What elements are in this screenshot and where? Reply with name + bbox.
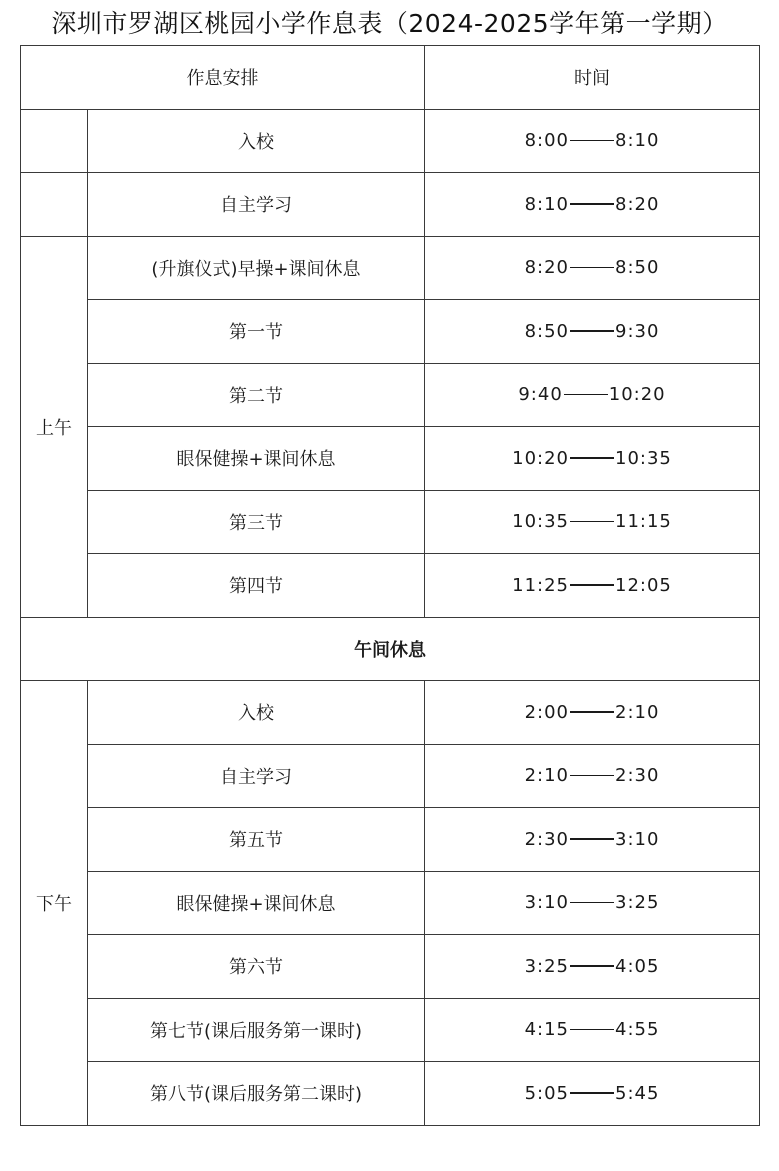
time-separator	[570, 584, 614, 586]
activity-cell: 第八节(课后服务第二课时)	[88, 1062, 425, 1126]
table-row	[21, 236, 760, 300]
time-separator	[570, 1092, 614, 1094]
noon-break-cell: 午间休息	[21, 617, 760, 681]
table-row	[21, 554, 760, 618]
time-separator	[570, 711, 614, 713]
table-row	[21, 363, 760, 427]
time-end: 8:10	[615, 130, 660, 152]
time-start: 8:10	[524, 193, 569, 215]
table-row	[21, 173, 760, 237]
activity-cell: 眼保健操+课间休息	[88, 871, 425, 935]
table-row	[21, 427, 760, 491]
time-cell	[425, 935, 760, 999]
time-cell	[425, 808, 760, 872]
time-separator	[570, 140, 614, 142]
table-row-noon-break	[21, 617, 760, 681]
time-end: 2:30	[615, 765, 660, 787]
table-row	[21, 681, 760, 745]
time-start: 8:00	[524, 130, 569, 152]
time-cell	[425, 236, 760, 300]
activity-cell: 自主学习	[88, 744, 425, 808]
header-time: 时间	[425, 46, 760, 110]
activity-cell: 第六节	[88, 935, 425, 999]
time-end: 12:05	[615, 574, 672, 596]
time-end: 3:25	[615, 892, 660, 914]
time-separator	[570, 838, 614, 840]
time-cell	[425, 998, 760, 1062]
time-cell	[425, 109, 760, 173]
time-start: 8:20	[524, 257, 569, 279]
activity-cell: 入校	[88, 109, 425, 173]
page-title: 深圳市罗湖区桃园小学作息表（2024-2025学年第一学期）	[51, 9, 728, 38]
schedule-table	[20, 45, 760, 1126]
time-end: 3:10	[615, 828, 660, 850]
time-cell	[425, 363, 760, 427]
activity-cell: 第三节	[88, 490, 425, 554]
activity-cell: 入校	[88, 681, 425, 745]
activity-cell: 第四节	[88, 554, 425, 618]
time-separator	[570, 902, 614, 904]
time-end: 10:20	[608, 384, 666, 406]
empty-section-cell	[21, 109, 88, 173]
table-row	[21, 744, 760, 808]
time-end: 4:55	[615, 1019, 660, 1041]
header-arrangement: 作息安排	[21, 46, 425, 110]
activity-cell: 自主学习	[88, 173, 425, 237]
empty-section-cell	[21, 173, 88, 237]
time-separator	[570, 965, 614, 967]
time-cell	[425, 300, 760, 364]
time-separator	[570, 1029, 614, 1031]
activity-cell: 第七节(课后服务第一课时)	[88, 998, 425, 1062]
activity-cell: 眼保健操+课间休息	[88, 427, 425, 491]
time-start: 5:05	[524, 1082, 569, 1104]
table-row	[21, 935, 760, 999]
table-row	[21, 871, 760, 935]
activity-cell: 第一节	[88, 300, 425, 364]
time-end: 11:15	[615, 511, 672, 533]
time-separator	[570, 203, 614, 205]
time-cell	[425, 871, 760, 935]
time-start: 10:35	[512, 511, 569, 533]
table-row	[21, 1062, 760, 1126]
time-cell	[425, 490, 760, 554]
time-end: 8:50	[615, 257, 660, 279]
time-end: 8:20	[615, 193, 660, 215]
time-separator	[570, 457, 614, 459]
time-start: 8:50	[524, 320, 569, 342]
table-header-row	[21, 46, 760, 110]
time-cell	[425, 681, 760, 745]
time-start: 3:25	[524, 955, 569, 977]
time-end: 4:05	[615, 955, 660, 977]
time-start: 9:40	[518, 384, 563, 406]
activity-cell: (升旗仪式)早操+课间休息	[88, 236, 425, 300]
table-row	[21, 109, 760, 173]
time-start: 10:20	[512, 447, 569, 469]
time-cell	[425, 554, 760, 618]
activity-cell: 第二节	[88, 363, 425, 427]
time-cell	[425, 173, 760, 237]
time-cell	[425, 744, 760, 808]
time-start: 2:00	[524, 701, 569, 723]
table-row	[21, 808, 760, 872]
time-cell	[425, 427, 760, 491]
section-afternoon: 下午	[21, 681, 88, 1126]
time-cell	[425, 1062, 760, 1126]
time-end: 10:35	[615, 447, 672, 469]
time-separator	[570, 521, 614, 523]
time-separator	[564, 394, 608, 396]
time-separator	[570, 775, 614, 777]
table-row	[21, 998, 760, 1062]
time-end: 2:10	[615, 701, 660, 723]
time-start: 2:30	[524, 828, 569, 850]
section-morning: 上午	[21, 236, 88, 617]
activity-cell: 第五节	[88, 808, 425, 872]
table-row	[21, 490, 760, 554]
time-start: 3:10	[524, 892, 569, 914]
time-start: 2:10	[524, 765, 569, 787]
table-row	[21, 300, 760, 364]
time-end: 5:45	[615, 1082, 660, 1104]
time-start: 11:25	[512, 574, 569, 596]
time-end: 9:30	[615, 320, 660, 342]
time-start: 4:15	[524, 1019, 569, 1041]
time-separator	[570, 267, 614, 269]
time-separator	[570, 330, 614, 332]
